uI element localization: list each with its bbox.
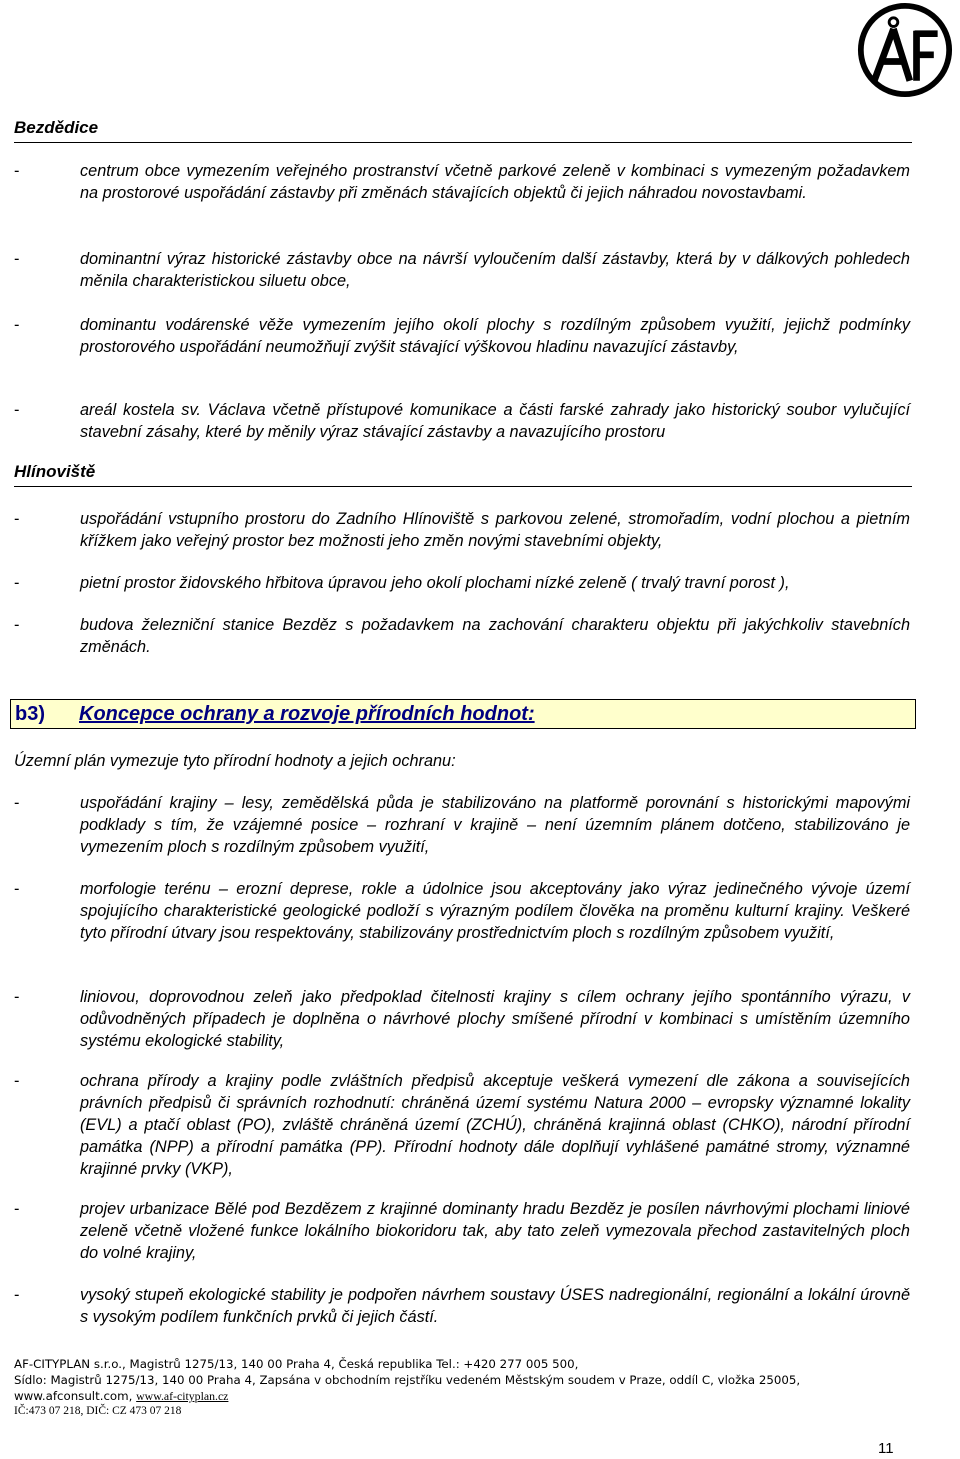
footer-link-afconsult[interactable]: www.afconsult.com, xyxy=(14,1389,133,1403)
list-item-text: dominantní výraz historické zástavby obce na návrší vyloučením další zástavby, která by v dálkových pohledech měnila charakteristickou siluetu obce, xyxy=(80,250,910,290)
list-item xyxy=(14,399,910,443)
list-item xyxy=(14,986,910,1052)
section-number: b3) xyxy=(15,703,45,725)
list-item-text: uspořádání vstupního prostoru do Zadního Hlínoviště s parkovou zelené, stromořadím, vodní plochou a pietním křížkem jako veřejný prostor bez možnosti jeho změn novými stavebními objekty, xyxy=(80,510,910,550)
af-logo-icon xyxy=(857,2,953,98)
list-item xyxy=(14,572,910,594)
list-item xyxy=(14,1198,910,1264)
list-item xyxy=(14,248,910,292)
list-item-text: dominantu vodárenské věže vymezením jejího okolí plochy s rozdílným způsobem využití, jejichž podmínky prostorového uspořádání neumožňují zvýšit stávající výškovou hladinu navazující zástavby, xyxy=(80,316,910,356)
list-item xyxy=(14,1070,910,1180)
list-item-text: vysoký stupeň ekologické stability je podpořen návrhem soustavy ÚSES nadregionální, regionální a lokální úrovně s vysokým podílem funkčních prvků či jejich částí. xyxy=(80,1286,910,1326)
list-item-text: areál kostela sv. Václava včetně přístupové komunikace a části farské zahrady jako historický soubor vylučující stavební zásahy, které by měnily výraz stávající zástavby a navazujícího prostoru xyxy=(80,401,910,441)
section-title-box xyxy=(10,699,916,729)
list-item xyxy=(14,160,910,204)
list-item xyxy=(14,508,910,552)
list-item-text: morfologie terénu – erozní deprese, rokle a údolnice jsou akceptovány jako výraz jedinečného vývoje území spojujícího charakteristické geologické podloží s výrazným podílem člověka na proměnu kulturní krajiny. Veškeré tyto přírodní útvary jsou respektovány, stabilizovány prostřednictvím ploch s rozdílným způsobem využití, xyxy=(80,880,910,942)
footer-registration: Sídlo: Magistrů 1275/13, 140 00 Praha 4, Zapsána v obchodním rejstříku vedeném Městským soudem v Praze, oddíl C, vložka 25005, xyxy=(14,1373,801,1387)
list-bullet: - xyxy=(14,316,20,334)
page-footer xyxy=(14,1356,914,1418)
list-bullet: - xyxy=(14,794,20,812)
section-heading-hlinoviste: Hlínoviště xyxy=(14,462,912,487)
list-bullet: - xyxy=(14,162,20,180)
list-item xyxy=(14,1284,910,1328)
list-bullet: - xyxy=(14,401,20,419)
list-bullet: - xyxy=(14,1286,20,1304)
list-bullet: - xyxy=(14,574,20,592)
list-bullet: - xyxy=(14,880,20,898)
list-bullet: - xyxy=(14,616,20,634)
list-item xyxy=(14,614,910,658)
section-intro: Územní plán vymezuje tyto přírodní hodnoty a jejich ochranu: xyxy=(14,752,456,770)
list-item-text: ochrana přírody a krajiny podle zvláštních předpisů akceptuje veškerá vymezení dle zákona a souvisejících právních předpisů či správních rozhodnutí: chráněná území systému Natura 2000 – evropsky významné lokality (EVL) a ptačí oblast (PO), zvláště chráněná území (ZCHÚ), chráněná krajinná oblast (CHKO), národní přírodní památka (NPP) a přírodní památka (PP). Přírodní hodnoty dále doplňují vyhlášené památné stromy, významné krajinné prvky (VKP), xyxy=(80,1072,910,1178)
list-bullet: - xyxy=(14,988,20,1006)
list-bullet: - xyxy=(14,1200,20,1218)
footer-address: AF-CITYPLAN s.r.o., Magistrů 1275/13, 140 00 Praha 4, Česká republika Tel.: +420 277 005 500, xyxy=(14,1357,579,1371)
list-item xyxy=(14,878,910,944)
list-bullet: - xyxy=(14,1072,20,1090)
section-title: Koncepce ochrany a rozvoje přírodních hodnot: xyxy=(79,703,535,725)
footer-web xyxy=(14,1388,914,1404)
list-item xyxy=(14,792,910,858)
list-item-text: budova železniční stanice Bezděz s požadavkem na zachování charakteru objektu při jakýchkoliv stavebních změnách. xyxy=(80,616,910,656)
list-item-text: centrum obce vymezením veřejného prostranství včetně parkové zeleně v kombinaci s vymezeným požadavkem na prostorové uspořádání zástavby při změnách stávajících objektů či jejich náhradou novostavbami. xyxy=(80,162,910,202)
list-item-text: liniovou, doprovodnou zeleň jako předpoklad čitelnosti krajiny s cílem ochrany jejího spontánního výrazu, v odůvodněných případech je doplněna o návrhové plochy smíšené přírodní v kombinaci s umístěním územního systému ekologické stability, xyxy=(80,988,910,1050)
list-bullet: - xyxy=(14,510,20,528)
section-heading-bezdedice: Bezdědice xyxy=(14,118,912,143)
list-item-text: projev urbanizace Bělé pod Bezdězem z krajinné dominanty hradu Bezděz je posílen návrhovými plochami liniové zeleně včetně vložené funkce lokálního biokoridoru tak, aby tato zeleň vymezovala přechod zastavitelných ploch do volné krajiny, xyxy=(80,1200,910,1262)
footer-ids: IČ:473 07 218, DIČ: CZ 473 07 218 xyxy=(14,1405,182,1417)
list-item-text: uspořádání krajiny – lesy, zemědělská půda je stabilizováno na platformě porovnání s historickými mapovými podklady s tím, že vzájemné posice – rozhraní v krajině – není územním plánem dotčeno, stabilizováno je vymezením ploch s rozdílným způsobem využití, xyxy=(80,794,910,856)
list-bullet: - xyxy=(14,250,20,268)
page-number: 11 xyxy=(878,1440,894,1457)
footer-link-cityplan[interactable]: www.af-cityplan.cz xyxy=(136,1389,229,1403)
list-item xyxy=(14,314,910,358)
list-item-text: pietní prostor židovského hřbitova úpravou jeho okolí plochami nízké zeleně ( trvalý travní porost ), xyxy=(80,574,790,592)
